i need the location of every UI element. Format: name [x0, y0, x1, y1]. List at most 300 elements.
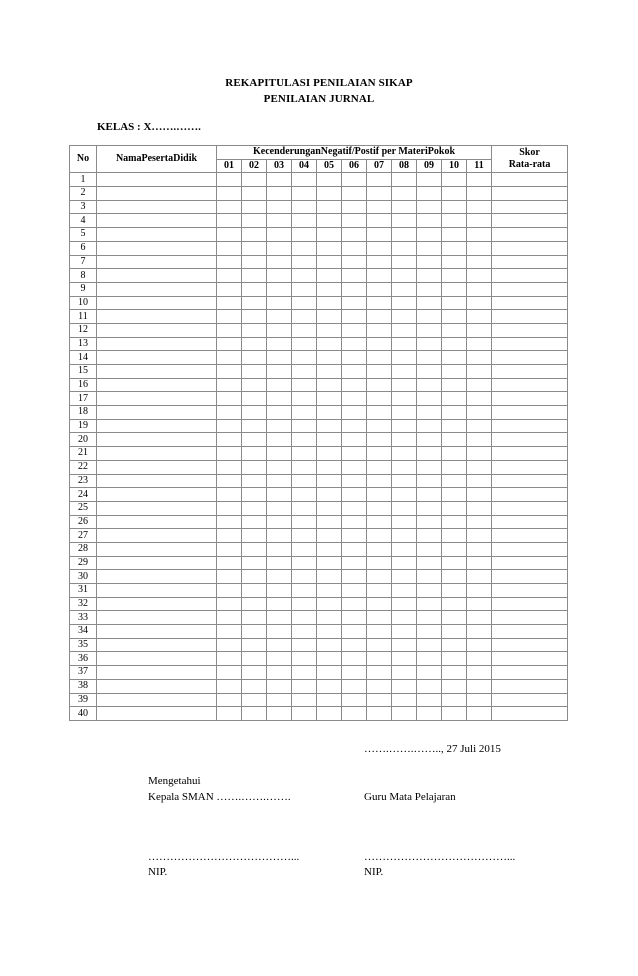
- materi-score-cell: [317, 570, 342, 584]
- materi-score-cell: [417, 200, 442, 214]
- header-materi-11: 11: [467, 159, 492, 173]
- materi-score-cell: [292, 241, 317, 255]
- materi-score-cell: [467, 419, 492, 433]
- average-score-cell: [492, 666, 568, 680]
- materi-score-cell: [242, 488, 267, 502]
- materi-score-cell: [242, 214, 267, 228]
- average-score-cell: [492, 406, 568, 420]
- materi-score-cell: [442, 228, 467, 242]
- materi-score-cell: [417, 241, 442, 255]
- materi-score-cell: [442, 433, 467, 447]
- table-row: [70, 556, 568, 570]
- materi-score-cell: [467, 214, 492, 228]
- materi-score-cell: [292, 501, 317, 515]
- materi-score-cell: [342, 625, 367, 639]
- table-row: [70, 406, 568, 420]
- materi-score-cell: [367, 406, 392, 420]
- materi-score-cell: [267, 611, 292, 625]
- materi-score-cell: [317, 488, 342, 502]
- table-row: [70, 611, 568, 625]
- materi-score-cell: [292, 638, 317, 652]
- materi-score-cell: [217, 310, 242, 324]
- materi-score-cell: [267, 529, 292, 543]
- table-row: [70, 173, 568, 187]
- materi-score-cell: [317, 556, 342, 570]
- student-name-cell: [97, 406, 217, 420]
- document-title: REKAPITULASI PENILAIAN SIKAP: [225, 77, 413, 89]
- materi-score-cell: [392, 310, 417, 324]
- materi-score-cell: [467, 584, 492, 598]
- materi-score-cell: [292, 707, 317, 721]
- materi-score-cell: [417, 693, 442, 707]
- header-average-score: [492, 146, 568, 173]
- materi-score-cell: [217, 214, 242, 228]
- student-name-cell: [97, 310, 217, 324]
- materi-score-cell: [467, 200, 492, 214]
- materi-score-cell: [392, 570, 417, 584]
- row-number: 26: [70, 515, 97, 529]
- materi-score-cell: [267, 365, 292, 379]
- materi-score-cell: [367, 515, 392, 529]
- table-row: [70, 679, 568, 693]
- materi-score-cell: [367, 652, 392, 666]
- materi-score-cell: [242, 406, 267, 420]
- table-row: [70, 584, 568, 598]
- materi-score-cell: [317, 515, 342, 529]
- average-score-cell: [492, 474, 568, 488]
- student-name-cell: [97, 611, 217, 625]
- materi-score-cell: [442, 611, 467, 625]
- materi-score-cell: [367, 707, 392, 721]
- materi-score-cell: [267, 200, 292, 214]
- acknowledged-label: Mengetahui: [148, 775, 201, 787]
- materi-score-cell: [292, 255, 317, 269]
- materi-score-cell: [342, 488, 367, 502]
- materi-score-cell: [292, 337, 317, 351]
- materi-score-cell: [292, 173, 317, 187]
- materi-score-cell: [417, 378, 442, 392]
- header-average-label: Rata-rata: [508, 159, 551, 171]
- student-name-cell: [97, 529, 217, 543]
- student-name-cell: [97, 556, 217, 570]
- materi-score-cell: [442, 296, 467, 310]
- materi-score-cell: [342, 501, 367, 515]
- materi-score-cell: [467, 652, 492, 666]
- materi-score-cell: [467, 611, 492, 625]
- row-number: 12: [70, 323, 97, 337]
- average-score-cell: [492, 214, 568, 228]
- materi-score-cell: [467, 337, 492, 351]
- materi-score-cell: [342, 638, 367, 652]
- class-label: KELAS : X…….…….: [97, 121, 201, 133]
- materi-score-cell: [267, 378, 292, 392]
- materi-score-cell: [417, 652, 442, 666]
- materi-score-cell: [292, 323, 317, 337]
- materi-score-cell: [467, 241, 492, 255]
- materi-score-cell: [267, 447, 292, 461]
- materi-score-cell: [217, 542, 242, 556]
- materi-score-cell: [242, 173, 267, 187]
- materi-score-cell: [467, 707, 492, 721]
- materi-score-cell: [242, 515, 267, 529]
- materi-score-cell: [417, 584, 442, 598]
- materi-score-cell: [242, 542, 267, 556]
- materi-score-cell: [467, 542, 492, 556]
- materi-score-cell: [317, 282, 342, 296]
- materi-score-cell: [267, 584, 292, 598]
- materi-score-cell: [267, 652, 292, 666]
- table-row: [70, 296, 568, 310]
- materi-score-cell: [317, 296, 342, 310]
- materi-score-cell: [342, 460, 367, 474]
- average-score-cell: [492, 529, 568, 543]
- table-row: [70, 419, 568, 433]
- row-number: 18: [70, 406, 97, 420]
- header-student-name: NamaPesertaDidik: [97, 146, 217, 173]
- materi-score-cell: [267, 679, 292, 693]
- materi-score-cell: [342, 282, 367, 296]
- materi-score-cell: [242, 570, 267, 584]
- student-name-cell: [97, 187, 217, 201]
- materi-score-cell: [342, 214, 367, 228]
- materi-score-cell: [267, 323, 292, 337]
- materi-score-cell: [342, 693, 367, 707]
- average-score-cell: [492, 501, 568, 515]
- table-row: [70, 269, 568, 283]
- materi-score-cell: [317, 597, 342, 611]
- materi-score-cell: [392, 241, 417, 255]
- materi-score-cell: [392, 488, 417, 502]
- materi-score-cell: [217, 584, 242, 598]
- materi-score-cell: [267, 597, 292, 611]
- student-name-cell: [97, 365, 217, 379]
- materi-score-cell: [467, 679, 492, 693]
- materi-score-cell: [342, 351, 367, 365]
- materi-score-cell: [392, 447, 417, 461]
- teacher-signature-line: …………………………………...: [364, 851, 516, 863]
- header-materi-03: 03: [267, 159, 292, 173]
- header-materi-08: 08: [392, 159, 417, 173]
- materi-score-cell: [442, 269, 467, 283]
- materi-score-cell: [467, 529, 492, 543]
- materi-score-cell: [267, 255, 292, 269]
- table-row: [70, 228, 568, 242]
- materi-score-cell: [367, 228, 392, 242]
- average-score-cell: [492, 282, 568, 296]
- materi-score-cell: [267, 351, 292, 365]
- materi-score-cell: [442, 597, 467, 611]
- materi-score-cell: [242, 419, 267, 433]
- materi-score-cell: [317, 173, 342, 187]
- student-name-cell: [97, 515, 217, 529]
- materi-score-cell: [292, 282, 317, 296]
- materi-score-cell: [242, 310, 267, 324]
- materi-score-cell: [367, 460, 392, 474]
- average-score-cell: [492, 419, 568, 433]
- table-row: [70, 200, 568, 214]
- materi-score-cell: [242, 351, 267, 365]
- materi-score-cell: [367, 693, 392, 707]
- materi-score-cell: [417, 570, 442, 584]
- student-name-cell: [97, 200, 217, 214]
- table-row: [70, 433, 568, 447]
- average-score-cell: [492, 241, 568, 255]
- materi-score-cell: [392, 501, 417, 515]
- materi-score-cell: [367, 310, 392, 324]
- materi-score-cell: [417, 173, 442, 187]
- row-number: 17: [70, 392, 97, 406]
- materi-score-cell: [217, 529, 242, 543]
- materi-score-cell: [267, 501, 292, 515]
- materi-score-cell: [292, 214, 317, 228]
- materi-score-cell: [217, 378, 242, 392]
- materi-score-cell: [417, 337, 442, 351]
- row-number: 29: [70, 556, 97, 570]
- materi-score-cell: [217, 296, 242, 310]
- materi-score-cell: [342, 296, 367, 310]
- materi-score-cell: [317, 378, 342, 392]
- materi-score-cell: [467, 693, 492, 707]
- materi-score-cell: [317, 214, 342, 228]
- materi-score-cell: [342, 433, 367, 447]
- materi-score-cell: [417, 310, 442, 324]
- materi-score-cell: [367, 488, 392, 502]
- materi-score-cell: [442, 173, 467, 187]
- materi-score-cell: [242, 652, 267, 666]
- row-number: 8: [70, 269, 97, 283]
- materi-score-cell: [217, 351, 242, 365]
- materi-score-cell: [217, 365, 242, 379]
- materi-score-cell: [392, 282, 417, 296]
- row-number: 14: [70, 351, 97, 365]
- materi-score-cell: [342, 269, 367, 283]
- materi-score-cell: [392, 556, 417, 570]
- materi-score-cell: [292, 433, 317, 447]
- student-name-cell: [97, 474, 217, 488]
- student-name-cell: [97, 652, 217, 666]
- materi-score-cell: [392, 515, 417, 529]
- materi-score-cell: [317, 652, 342, 666]
- materi-score-cell: [392, 597, 417, 611]
- materi-score-cell: [242, 269, 267, 283]
- materi-score-cell: [342, 556, 367, 570]
- materi-score-cell: [367, 351, 392, 365]
- table-row: [70, 392, 568, 406]
- materi-score-cell: [317, 323, 342, 337]
- materi-score-cell: [242, 200, 267, 214]
- materi-score-cell: [217, 666, 242, 680]
- materi-score-cell: [442, 282, 467, 296]
- materi-score-cell: [292, 419, 317, 433]
- materi-score-cell: [267, 542, 292, 556]
- materi-score-cell: [292, 611, 317, 625]
- materi-score-cell: [292, 406, 317, 420]
- student-name-cell: [97, 173, 217, 187]
- materi-score-cell: [217, 501, 242, 515]
- materi-score-cell: [467, 228, 492, 242]
- table-row: [70, 323, 568, 337]
- table-row: [70, 447, 568, 461]
- materi-score-cell: [467, 515, 492, 529]
- materi-score-cell: [317, 419, 342, 433]
- materi-score-cell: [392, 652, 417, 666]
- average-score-cell: [492, 570, 568, 584]
- table-row: [70, 488, 568, 502]
- materi-score-cell: [217, 337, 242, 351]
- materi-score-cell: [267, 625, 292, 639]
- materi-score-cell: [317, 351, 342, 365]
- materi-score-cell: [267, 337, 292, 351]
- materi-score-cell: [392, 638, 417, 652]
- materi-score-cell: [417, 611, 442, 625]
- materi-score-cell: [367, 214, 392, 228]
- average-score-cell: [492, 228, 568, 242]
- materi-score-cell: [367, 679, 392, 693]
- materi-score-cell: [342, 241, 367, 255]
- materi-score-cell: [417, 666, 442, 680]
- average-score-cell: [492, 337, 568, 351]
- materi-score-cell: [267, 638, 292, 652]
- materi-score-cell: [442, 584, 467, 598]
- materi-score-cell: [217, 638, 242, 652]
- student-name-cell: [97, 419, 217, 433]
- row-number: 16: [70, 378, 97, 392]
- materi-score-cell: [442, 679, 467, 693]
- materi-score-cell: [342, 392, 367, 406]
- materi-score-cell: [467, 501, 492, 515]
- materi-score-cell: [242, 433, 267, 447]
- materi-score-cell: [392, 625, 417, 639]
- materi-score-cell: [292, 187, 317, 201]
- materi-score-cell: [442, 515, 467, 529]
- materi-score-cell: [292, 584, 317, 598]
- principal-signature-line: …………………………………...: [148, 851, 300, 863]
- materi-score-cell: [367, 173, 392, 187]
- principal-nip: NIP.: [148, 866, 168, 878]
- materi-score-cell: [217, 488, 242, 502]
- materi-score-cell: [267, 310, 292, 324]
- average-score-cell: [492, 625, 568, 639]
- materi-score-cell: [317, 542, 342, 556]
- materi-score-cell: [442, 447, 467, 461]
- materi-score-cell: [242, 282, 267, 296]
- average-score-cell: [492, 296, 568, 310]
- materi-score-cell: [242, 679, 267, 693]
- materi-score-cell: [367, 638, 392, 652]
- materi-score-cell: [317, 679, 342, 693]
- materi-score-cell: [417, 351, 442, 365]
- materi-score-cell: [292, 310, 317, 324]
- student-name-cell: [97, 447, 217, 461]
- header-materi-04: 04: [292, 159, 317, 173]
- materi-score-cell: [217, 323, 242, 337]
- materi-score-cell: [242, 187, 267, 201]
- row-number: 7: [70, 255, 97, 269]
- materi-score-cell: [442, 365, 467, 379]
- materi-score-cell: [467, 296, 492, 310]
- materi-score-cell: [317, 611, 342, 625]
- materi-score-cell: [442, 666, 467, 680]
- materi-score-cell: [242, 255, 267, 269]
- average-score-cell: [492, 597, 568, 611]
- materi-score-cell: [417, 255, 442, 269]
- student-name-cell: [97, 625, 217, 639]
- materi-score-cell: [467, 488, 492, 502]
- average-score-cell: [492, 542, 568, 556]
- materi-score-cell: [442, 392, 467, 406]
- materi-score-cell: [442, 351, 467, 365]
- materi-score-cell: [342, 529, 367, 543]
- row-number: 5: [70, 228, 97, 242]
- materi-score-cell: [342, 707, 367, 721]
- materi-score-cell: [442, 707, 467, 721]
- materi-score-cell: [417, 488, 442, 502]
- materi-score-cell: [292, 474, 317, 488]
- materi-score-cell: [467, 187, 492, 201]
- materi-score-cell: [442, 241, 467, 255]
- materi-score-cell: [242, 693, 267, 707]
- materi-score-cell: [317, 187, 342, 201]
- materi-score-cell: [242, 611, 267, 625]
- materi-score-cell: [342, 255, 367, 269]
- materi-score-cell: [242, 638, 267, 652]
- row-number: 4: [70, 214, 97, 228]
- materi-score-cell: [417, 392, 442, 406]
- materi-score-cell: [442, 529, 467, 543]
- row-number: 40: [70, 707, 97, 721]
- average-score-cell: [492, 310, 568, 324]
- student-name-cell: [97, 679, 217, 693]
- materi-score-cell: [267, 173, 292, 187]
- materi-score-cell: [467, 365, 492, 379]
- materi-score-cell: [467, 282, 492, 296]
- materi-score-cell: [367, 584, 392, 598]
- materi-score-cell: [392, 693, 417, 707]
- materi-score-cell: [217, 282, 242, 296]
- row-number: 22: [70, 460, 97, 474]
- materi-score-cell: [292, 447, 317, 461]
- materi-score-cell: [267, 282, 292, 296]
- materi-score-cell: [292, 351, 317, 365]
- materi-score-cell: [217, 515, 242, 529]
- student-name-cell: [97, 433, 217, 447]
- table-row: [70, 474, 568, 488]
- materi-score-cell: [442, 693, 467, 707]
- row-number: 36: [70, 652, 97, 666]
- materi-score-cell: [342, 570, 367, 584]
- materi-score-cell: [442, 200, 467, 214]
- materi-score-cell: [217, 228, 242, 242]
- materi-score-cell: [442, 460, 467, 474]
- average-score-cell: [492, 584, 568, 598]
- materi-score-cell: [317, 474, 342, 488]
- materi-score-cell: [342, 419, 367, 433]
- materi-score-cell: [342, 406, 367, 420]
- row-number: 31: [70, 584, 97, 598]
- materi-score-cell: [292, 679, 317, 693]
- materi-score-cell: [417, 474, 442, 488]
- average-score-cell: [492, 515, 568, 529]
- materi-score-cell: [342, 584, 367, 598]
- materi-score-cell: [217, 625, 242, 639]
- materi-score-cell: [417, 228, 442, 242]
- materi-score-cell: [342, 679, 367, 693]
- materi-score-cell: [317, 200, 342, 214]
- materi-score-cell: [267, 187, 292, 201]
- table-row: [70, 351, 568, 365]
- materi-score-cell: [217, 241, 242, 255]
- materi-score-cell: [267, 707, 292, 721]
